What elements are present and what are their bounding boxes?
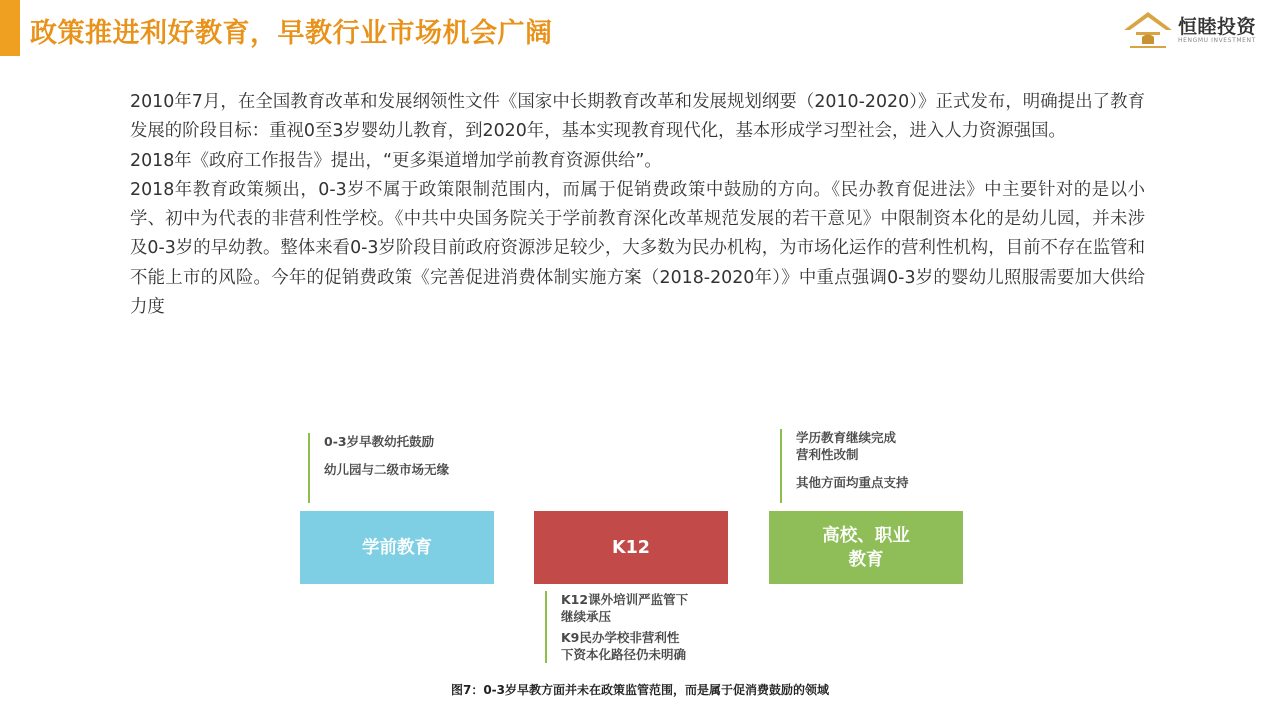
preschool-note-1: 0-3岁早教幼托鼓励 xyxy=(324,434,435,449)
preschool-note-2: 幼儿园与二级市场无缘 xyxy=(324,462,450,477)
paragraph-2: 2018年《政府工作报告》提出，“更多渠道增加学前教育资源供给”。 xyxy=(130,150,662,171)
logo-subtitle: HENGMU INVESTMENT xyxy=(1178,37,1256,44)
preschool-box xyxy=(300,511,494,584)
k12-box-label: K12 xyxy=(612,537,650,558)
k12-note-2a: K9民办学校非营利性 xyxy=(561,630,680,645)
header-accent-bar xyxy=(0,0,20,56)
higher-ed-note-1b: 营利性改制 xyxy=(796,447,859,462)
body-text xyxy=(130,88,1145,322)
higher-ed-box-label-2: 教育 xyxy=(848,549,884,570)
company-logo xyxy=(1122,10,1272,50)
paragraph-3: 2018年教育政策频出，0-3岁不属于政策限制范围内，而属于促销费政策中鼓励的方向。《民办教育促进法》中主要针对的是以小学、初中为代表的非营利性学校。《中共中央国务院关于学前教育深化改革规范发展的若干意见》中限制资本化的是幼儿园，并未涉及0-3岁的早幼教。整体来看0-3岁阶段目前政府资源涉足较少，大多数为民办机构，为市场化运作的营利性机构，目前不存在监管和不能上市的风险。今年的促销费政策《完善促进消费体制实施方案（2018-2020年）》中重点强调0-3岁的婴幼儿照服需要加大供给力度 xyxy=(130,179,1145,318)
k12-note-1b: 继续承压 xyxy=(561,609,612,624)
preschool-notes xyxy=(308,433,449,503)
k12-notes xyxy=(545,591,688,663)
figure-caption: 图7：0-3岁早教方面并未在政策监管范围，而是属于促消费鼓励的领域 xyxy=(450,683,830,697)
paragraph-1: 2010年7月，在全国教育改革和发展纲领性文件《国家中长期教育改革和发展规划纲要（2010-2020）》正式发布，明确提出了教育发展的阶段目标：重视0至3岁婴幼儿教育，到2020年，基本实现教育现代化，基本形成学习型社会，进入人力资源强国。 xyxy=(130,92,1145,142)
logo-name: 恒睦投资 xyxy=(1178,16,1257,38)
preschool-box-label: 学前教育 xyxy=(362,537,432,558)
higher-ed-box xyxy=(769,511,963,584)
k12-box xyxy=(534,511,728,584)
higher-ed-box-label-1: 高校、职业 xyxy=(822,525,910,546)
higher-ed-note-2: 其他方面均重点支持 xyxy=(796,475,909,490)
roof-logo-icon xyxy=(1122,10,1174,50)
higher-ed-notes xyxy=(780,429,909,503)
higher-ed-note-1a: 学历教育继续完成 xyxy=(796,430,897,445)
k12-note-2b: 下资本化路径仍未明确 xyxy=(561,647,687,662)
k12-note-1a: K12课外培训严监管下 xyxy=(561,592,689,607)
page-title: 政策推进利好教育，早教行业市场机会广阔 xyxy=(30,18,553,49)
